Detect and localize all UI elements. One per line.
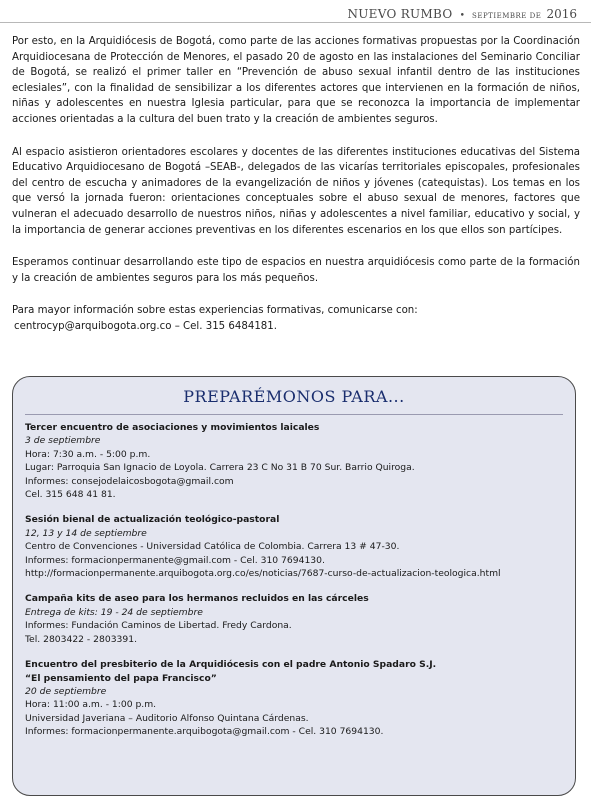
header-divider: [0, 22, 591, 23]
publication-name: NUEVO RUMBO: [347, 7, 453, 21]
article-paragraph: Al espacio asistieron orientadores escolares y docentes de las diferentes instituciones educativas del Sistema Educativo Arquidiocesano de Bogotá –SEAB-, delegados de las vicarías territoriales episcopales, profesionales del centro de escucha y animadores de la evangelización de niños y jóvenes (catequistas). Los temas en los que versó la jornada fueron: orientaciones conceptuales sobre el abuso sexual de menores, factores que vulneran el adecuado desarrollo de nuestros niños, niñas y adolescentes a nivel familiar, educativo y social, y la importancia de generar acciones preventivas en los diferentes escenarios en los que ellos son partícipes.: [12, 146, 580, 236]
article-paragraph: Por esto, en la Arquidiócesis de Bogotá, como parte de las acciones formativas propuestas por la Coordinación Arquidiocesana de Protección de Menores, el pasado 20 de agosto en las instalaciones del Seminario Conciliar de Bogotá, se realizó el primer taller en “Prevención de abuso sexual infantil dentro de las instituciones eclesiales”, con la finalidad de sensibilizar a los diferentes actores que intervienen en la formación de niños, niñas y adolescentes en nuestra Iglesia particular, para que se reconozca la importancia de implementar acciones orientadas a la cultura del buen trato y la creación de ambientes seguros.: [12, 36, 580, 125]
event-detail: Hora: 11:00 a.m. - 1:00 p.m.: [25, 699, 157, 711]
event-title: Sesión bienal de actualización teológico-pastoral: [25, 514, 280, 526]
issue-month: SEPTIEMBRE DE: [472, 12, 542, 20]
event-email: Informes: consejodelaicosbogota@gmail.com: [25, 475, 234, 487]
events-box-title: PREPARÉMONOS PARA...: [183, 387, 405, 406]
event-item: [25, 513, 563, 580]
event-link[interactable]: http://formacionpermanente.arquibogota.org.co/es/noticias/7687-curso-de-actualizacion-teologica.html: [25, 568, 501, 580]
event-detail: Centro de Convenciones - Universidad Católica de Colombia. Carrera 13 # 47-30.: [25, 541, 400, 553]
event-title: Encuentro del presbiterio de la Arquidiócesis con el padre Antonio Spadaro S.J.: [25, 659, 437, 671]
event-phone: Cel. 315 648 41 81.: [25, 489, 116, 501]
event-title: Tercer encuentro de asociaciones y movimientos laicales: [25, 422, 320, 433]
event-detail: Universidad Javeriana – Auditorio Alfonso Quintana Cárdenas.: [25, 712, 309, 724]
event-detail: Informes: Fundación Caminos de Libertad. Fredy Cardona.: [25, 620, 292, 632]
article-paragraph: Esperamos continuar desarrollando este tipo de espacios en nuestra arquidiócesis como parte de la formación y la creación de ambientes seguros para los más pequeños.: [12, 257, 580, 284]
page-header: [347, 3, 577, 22]
event-phone: Tel. 2803422 - 2803391.: [25, 633, 138, 645]
events-box: [12, 376, 576, 796]
event-date: 20 de septiembre: [25, 685, 107, 697]
events-box-divider: [25, 414, 563, 415]
event-detail: Lugar: Parroquia San Ignacio de Loyola. Carrera 23 C No 31 B 70 Sur. Barrio Quiroga.: [25, 462, 415, 474]
header-separator: •: [459, 11, 465, 21]
event-item: [25, 592, 563, 646]
event-item: [25, 421, 563, 501]
event-date: 3 de septiembre: [25, 435, 101, 447]
event-title: Campaña kits de aseo para los hermanos recluidos en las cárceles: [25, 593, 369, 605]
contact-intro: Para mayor información sobre estas experiencias formativas, comunicarse con:: [12, 305, 418, 317]
event-date: Entrega de kits: 19 - 24 de septiembre: [25, 606, 203, 618]
event-detail: Hora: 7:30 a.m. - 5:00 p.m.: [25, 448, 151, 460]
contact-line: centrocyp@arquibogota.org.co – Cel. 315 6484181.: [14, 320, 278, 332]
event-email: Informes: formacionpermanente@gmail.com - Cel. 310 7694130.: [25, 554, 325, 566]
event-date: 12, 13 y 14 de septiembre: [25, 527, 147, 539]
event-email: Informes: formacionpermanente.arquibogota@gmail.com - Cel. 310 7694130.: [25, 726, 384, 738]
event-item: [25, 658, 563, 738]
event-subtitle: “El pensamiento del papa Francisco”: [25, 672, 217, 684]
issue-year: 2016: [546, 7, 577, 21]
article-body: [12, 34, 580, 335]
